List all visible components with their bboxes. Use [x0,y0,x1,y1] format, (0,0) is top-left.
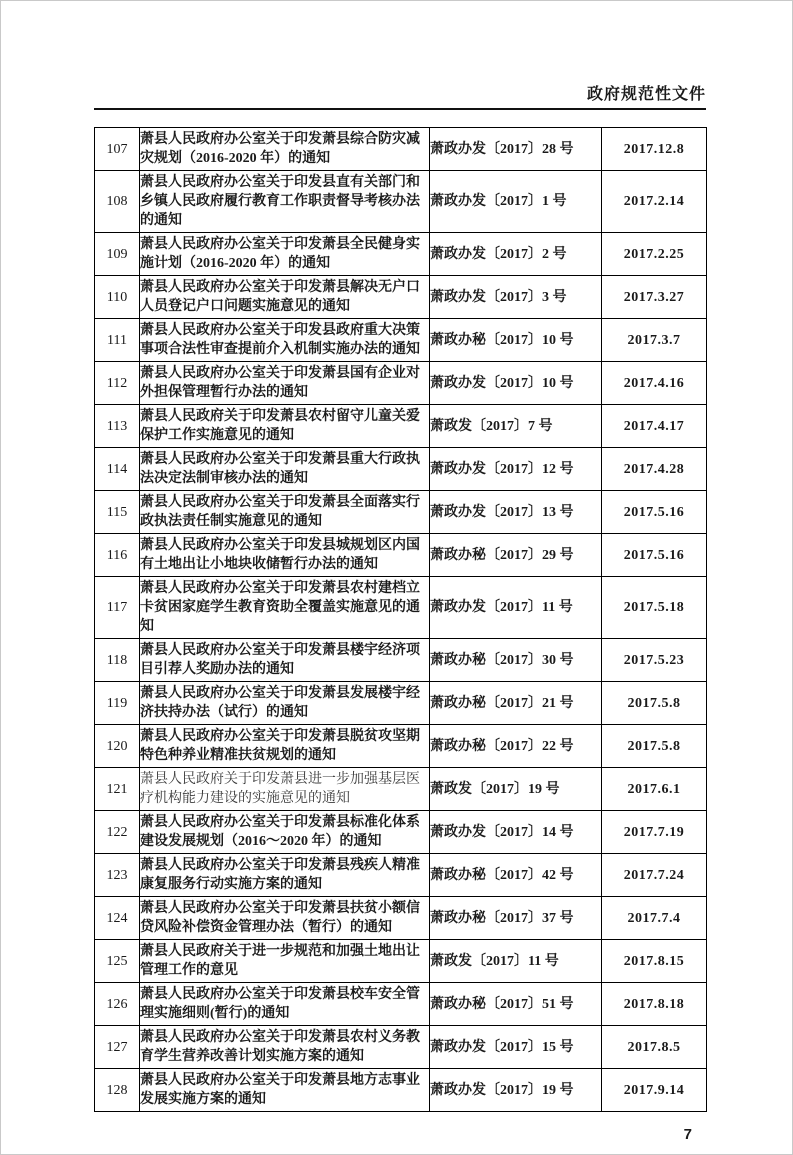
row-number-cell: 121 [95,768,140,811]
date-cell: 2017.5.23 [602,639,707,682]
row-number-cell: 124 [95,897,140,940]
table-row [95,725,707,768]
table-row [95,171,707,233]
doc-number-cell: 萧政办发〔2017〕15 号 [430,1026,602,1069]
title-cell: 萧县人民政府办公室关于印发萧县全民健身实施计划（2016-2020 年）的通知 [140,233,430,276]
table-row [95,639,707,682]
date-cell: 2017.3.27 [602,276,707,319]
table-row [95,1069,707,1112]
title-cell: 萧县人民政府办公室关于印发萧县残疾人精准康复服务行动实施方案的通知 [140,854,430,897]
row-number-cell: 116 [95,534,140,577]
doc-number-cell: 萧政办秘〔2017〕51 号 [430,983,602,1026]
header-rule [94,108,706,110]
doc-number-cell: 萧政办发〔2017〕14 号 [430,811,602,854]
title-cell: 萧县人民政府关于印发萧县进一步加强基层医疗机构能力建设的实施意见的通知 [140,768,430,811]
table-row [95,983,707,1026]
row-number-cell: 112 [95,362,140,405]
title-cell: 萧县人民政府办公室关于印发萧县农村建档立卡贫困家庭学生教育资助全覆盖实施意见的通知 [140,577,430,639]
doc-number-cell: 萧政办发〔2017〕10 号 [430,362,602,405]
table-row [95,405,707,448]
table-row [95,319,707,362]
title-cell: 萧县人民政府办公室关于印发萧县地方志事业发展实施方案的通知 [140,1069,430,1112]
title-cell: 萧县人民政府办公室关于印发萧县楼宇经济项目引荐人奖励办法的通知 [140,639,430,682]
table-row [95,491,707,534]
table-row [95,768,707,811]
date-cell: 2017.4.16 [602,362,707,405]
date-cell: 2017.2.25 [602,233,707,276]
doc-number-cell: 萧政办发〔2017〕1 号 [430,171,602,233]
date-cell: 2017.8.15 [602,940,707,983]
title-cell: 萧县人民政府办公室关于印发萧县扶贫小额信贷风险补偿资金管理办法（暂行）的通知 [140,897,430,940]
row-number-cell: 118 [95,639,140,682]
doc-number-cell: 萧政发〔2017〕19 号 [430,768,602,811]
title-cell: 萧县人民政府关于进一步规范和加强土地出让管理工作的意见 [140,940,430,983]
row-number-cell: 110 [95,276,140,319]
table-row [95,897,707,940]
title-cell: 萧县人民政府办公室关于印发县政府重大决策事项合法性审查提前介入机制实施办法的通知 [140,319,430,362]
row-number-cell: 126 [95,983,140,1026]
date-cell: 2017.5.16 [602,491,707,534]
page-content [94,81,706,1143]
row-number-cell: 109 [95,233,140,276]
title-cell: 萧县人民政府办公室关于印发萧县农村义务教育学生营养改善计划实施方案的通知 [140,1026,430,1069]
title-cell: 萧县人民政府办公室关于印发萧县全面落实行政执法责任制实施意见的通知 [140,491,430,534]
title-cell: 萧县人民政府办公室关于印发萧县发展楼宇经济扶持办法（试行）的通知 [140,682,430,725]
row-number-cell: 111 [95,319,140,362]
doc-number-cell: 萧政办发〔2017〕2 号 [430,233,602,276]
row-number-cell: 114 [95,448,140,491]
documents-table-body [95,128,707,1112]
row-number-cell: 113 [95,405,140,448]
doc-number-cell: 萧政办秘〔2017〕42 号 [430,854,602,897]
table-row [95,854,707,897]
title-cell: 萧县人民政府办公室关于印发县直有关部门和乡镇人民政府履行教育工作职责督导考核办法的通知 [140,171,430,233]
table-row [95,276,707,319]
title-cell: 萧县人民政府办公室关于印发萧县校车安全管理实施细则(暂行)的通知 [140,983,430,1026]
doc-number-cell: 萧政办发〔2017〕3 号 [430,276,602,319]
doc-number-cell: 萧政办秘〔2017〕29 号 [430,534,602,577]
doc-number-cell: 萧政办秘〔2017〕21 号 [430,682,602,725]
title-cell: 萧县人民政府办公室关于印发萧县综合防灾减灾规划（2016-2020 年）的通知 [140,128,430,171]
date-cell: 2017.6.1 [602,768,707,811]
title-cell: 萧县人民政府办公室关于印发萧县国有企业对外担保管理暂行办法的通知 [140,362,430,405]
table-row [95,1026,707,1069]
row-number-cell: 125 [95,940,140,983]
table-row [95,534,707,577]
row-number-cell: 117 [95,577,140,639]
table-row [95,128,707,171]
date-cell: 2017.5.8 [602,682,707,725]
doc-number-cell: 萧政发〔2017〕11 号 [430,940,602,983]
row-number-cell: 108 [95,171,140,233]
title-cell: 萧县人民政府办公室关于印发萧县标准化体系建设发展规划（2016～2020 年）的通知 [140,811,430,854]
doc-number-cell: 萧政办秘〔2017〕37 号 [430,897,602,940]
table-row [95,682,707,725]
documents-table [94,127,707,1112]
date-cell: 2017.5.16 [602,534,707,577]
table-row [95,448,707,491]
date-cell: 2017.7.24 [602,854,707,897]
title-cell: 萧县人民政府办公室关于印发萧县重大行政执法决定法制审核办法的通知 [140,448,430,491]
table-row [95,233,707,276]
running-header: 政府规范性文件 [586,86,706,103]
doc-number-cell: 萧政办发〔2017〕28 号 [430,128,602,171]
row-number-cell: 107 [95,128,140,171]
title-cell: 萧县人民政府办公室关于印发萧县脱贫攻坚期特色种养业精准扶贫规划的通知 [140,725,430,768]
row-number-cell: 127 [95,1026,140,1069]
page-number: 7 [683,1126,692,1143]
date-cell: 2017.2.14 [602,171,707,233]
table-row [95,577,707,639]
date-cell: 2017.3.7 [602,319,707,362]
date-cell: 2017.4.28 [602,448,707,491]
title-cell: 萧县人民政府办公室关于印发萧县解决无户口人员登记户口问题实施意见的通知 [140,276,430,319]
row-number-cell: 115 [95,491,140,534]
row-number-cell: 128 [95,1069,140,1112]
doc-number-cell: 萧政办发〔2017〕12 号 [430,448,602,491]
date-cell: 2017.7.4 [602,897,707,940]
date-cell: 2017.8.18 [602,983,707,1026]
row-number-cell: 120 [95,725,140,768]
date-cell: 2017.5.8 [602,725,707,768]
doc-number-cell: 萧政办发〔2017〕11 号 [430,577,602,639]
doc-number-cell: 萧政发〔2017〕7 号 [430,405,602,448]
row-number-cell: 119 [95,682,140,725]
date-cell: 2017.12.8 [602,128,707,171]
date-cell: 2017.5.18 [602,577,707,639]
table-row [95,940,707,983]
table-row [95,811,707,854]
doc-number-cell: 萧政办秘〔2017〕30 号 [430,639,602,682]
date-cell: 2017.4.17 [602,405,707,448]
doc-number-cell: 萧政办秘〔2017〕22 号 [430,725,602,768]
doc-number-cell: 萧政办发〔2017〕13 号 [430,491,602,534]
row-number-cell: 122 [95,811,140,854]
table-row [95,362,707,405]
title-cell: 萧县人民政府关于印发萧县农村留守儿童关爱保护工作实施意见的通知 [140,405,430,448]
row-number-cell: 123 [95,854,140,897]
title-cell: 萧县人民政府办公室关于印发县城规划区内国有土地出让小地块收储暂行办法的通知 [140,534,430,577]
date-cell: 2017.7.19 [602,811,707,854]
doc-number-cell: 萧政办发〔2017〕19 号 [430,1069,602,1112]
date-cell: 2017.8.5 [602,1026,707,1069]
date-cell: 2017.9.14 [602,1069,707,1112]
doc-number-cell: 萧政办秘〔2017〕10 号 [430,319,602,362]
